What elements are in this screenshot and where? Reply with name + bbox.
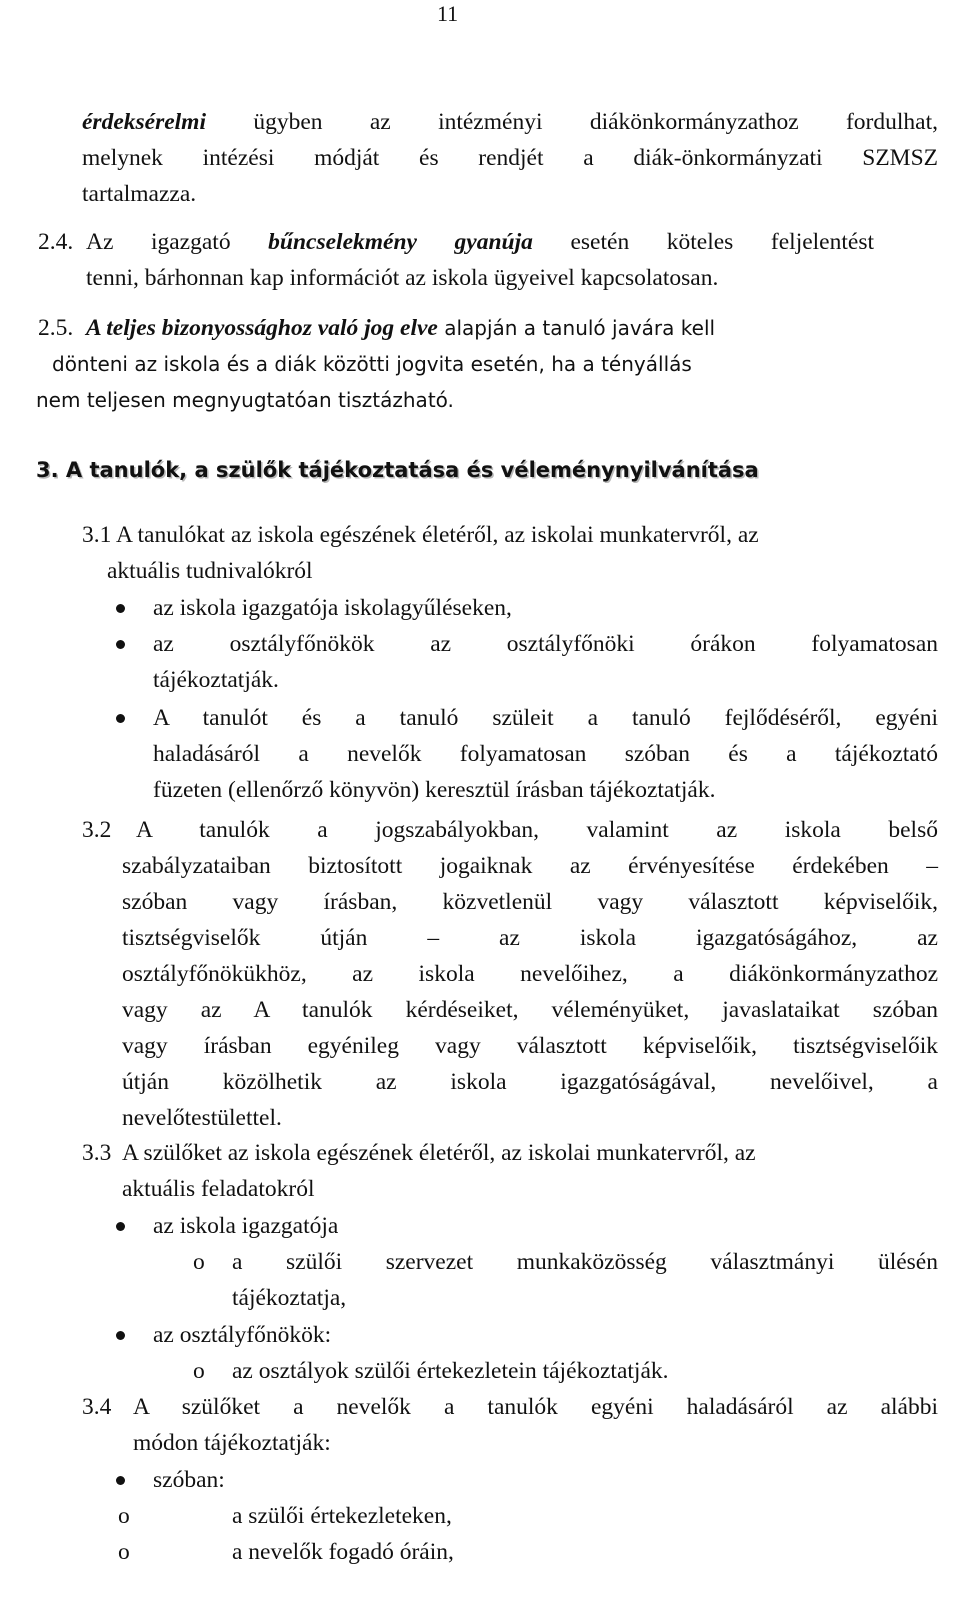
- bullet-icon: [116, 640, 125, 649]
- list-item-continuation: haladásáról a nevelők folyamatosan szóban és a tájékoztató: [153, 741, 938, 767]
- sublist-item: a nevelők fogadó óráin,: [232, 1539, 454, 1565]
- paragraph-line: [86, 310, 715, 346]
- paragraph-line: [86, 224, 874, 260]
- sublist-item: az osztályok szülői értekezletein tájékoztatják.: [232, 1358, 669, 1384]
- text-span: alapján a tanuló javára kell: [437, 316, 716, 340]
- text-span: ügyben az intézményi diákönkormányzathoz fordulhat,: [206, 109, 938, 135]
- paragraph-line: szabályzataiban biztosított jogaiknak az érvényesítése érdekében –: [122, 853, 938, 879]
- list-item-continuation: tájékoztatják.: [153, 667, 279, 693]
- bullet-icon: [116, 1331, 125, 1340]
- list-item: az osztályfőnökök:: [153, 1322, 332, 1348]
- list-item: az osztályfőnökök az osztályfőnöki órákon folyamatosan: [153, 631, 938, 657]
- paragraph-line: szóban vagy írásban, közvetlenül vagy választott képviselőik,: [122, 889, 938, 915]
- section-number: 3.4: [82, 1394, 112, 1420]
- sublist-marker: o: [193, 1358, 205, 1384]
- bullet-icon: [116, 1222, 125, 1231]
- emphasis-text: bűncselekmény gyanúja: [268, 229, 533, 255]
- text-span: Az igazgató: [86, 229, 269, 255]
- sublist-item: a szülői szervezet munkaközösség választmányi ülésén: [232, 1249, 938, 1275]
- paragraph-line: [82, 104, 938, 140]
- sublist-item: a szülői értekezleteken,: [232, 1503, 452, 1529]
- paragraph-line: útján közölhetik az iskola igazgatóságával, nevelőivel, a: [122, 1069, 938, 1095]
- section-number: 2.4.: [38, 229, 74, 255]
- list-item: az iskola igazgatója: [153, 1213, 339, 1239]
- paragraph-line: tisztségviselők útján – az iskola igazgatóságához, az: [122, 925, 938, 951]
- section-number: 3.3: [82, 1140, 112, 1166]
- paragraph-line: nevelőtestülettel.: [122, 1105, 282, 1131]
- paragraph-line: nem teljesen megnyugtatóan tisztázható.: [36, 388, 454, 412]
- section-number: 2.5.: [38, 315, 74, 341]
- paragraph-line: 3.1 A tanulókat az iskola egészének életéről, az iskolai munkatervről, az: [82, 522, 759, 548]
- paragraph-line: módon tájékoztatják:: [133, 1430, 331, 1456]
- sublist-item-continuation: tájékoztatja,: [232, 1285, 347, 1311]
- list-item: szóban:: [153, 1467, 225, 1493]
- paragraph-line: A szülőket a nevelők a tanulók egyéni haladásáról az alábbi: [133, 1394, 938, 1420]
- sublist-marker: o: [118, 1503, 130, 1529]
- paragraph-line: vagy az A tanulók kérdéseiket, véleményüket, javaslataikat szóban: [122, 997, 938, 1023]
- bullet-icon: [116, 604, 125, 613]
- page-number: 11: [437, 1, 459, 26]
- paragraph-line: dönteni az iskola és a diák közötti jogvita esetén, ha a tényállás: [52, 352, 692, 376]
- list-item-continuation: füzeten (ellenőrző könyvön) keresztül írásban tájékoztatják.: [153, 777, 716, 803]
- paragraph-line: aktuális tudnivalókról: [107, 558, 313, 584]
- text-span: esetén köteles feljelentést: [532, 229, 874, 255]
- section-heading: 3. A tanulók, a szülők tájékoztatása és véleménynyilvánítása: [36, 458, 759, 482]
- paragraph-line: aktuális feladatokról: [122, 1176, 315, 1202]
- bullet-icon: [116, 714, 125, 723]
- sublist-marker: o: [118, 1539, 130, 1565]
- paragraph-line: melynek intézési módját és rendjét a diák-önkormányzati SZMSZ: [82, 145, 938, 171]
- paragraph-line: tenni, bárhonnan kap információt az iskola ügyeivel kapcsolatosan.: [86, 265, 719, 291]
- sublist-marker: o: [193, 1249, 205, 1275]
- bullet-icon: [116, 1476, 125, 1485]
- paragraph-line: A tanulók a jogszabályokban, valamint az iskola belső: [136, 817, 938, 843]
- section-number: 3.2: [82, 817, 112, 843]
- emphasis-text: A teljes bizonyossághoz való jog elve: [86, 315, 438, 341]
- emphasis-text: érdeksérelmi: [82, 109, 206, 135]
- paragraph-line: osztályfőnökükhöz, az iskola nevelőihez, a diákönkormányzathoz: [122, 961, 938, 987]
- list-item: az iskola igazgatója iskolagyűléseken,: [153, 595, 512, 621]
- paragraph-line: vagy írásban egyénileg vagy választott képviselőik, tisztségviselőik: [122, 1033, 938, 1059]
- paragraph-line: A szülőket az iskola egészének életéről, az iskolai munkatervről, az: [122, 1140, 756, 1166]
- paragraph-line: tartalmazza.: [82, 181, 197, 207]
- list-item: A tanulót és a tanuló szüleit a tanuló fejlődéséről, egyéni: [153, 705, 938, 731]
